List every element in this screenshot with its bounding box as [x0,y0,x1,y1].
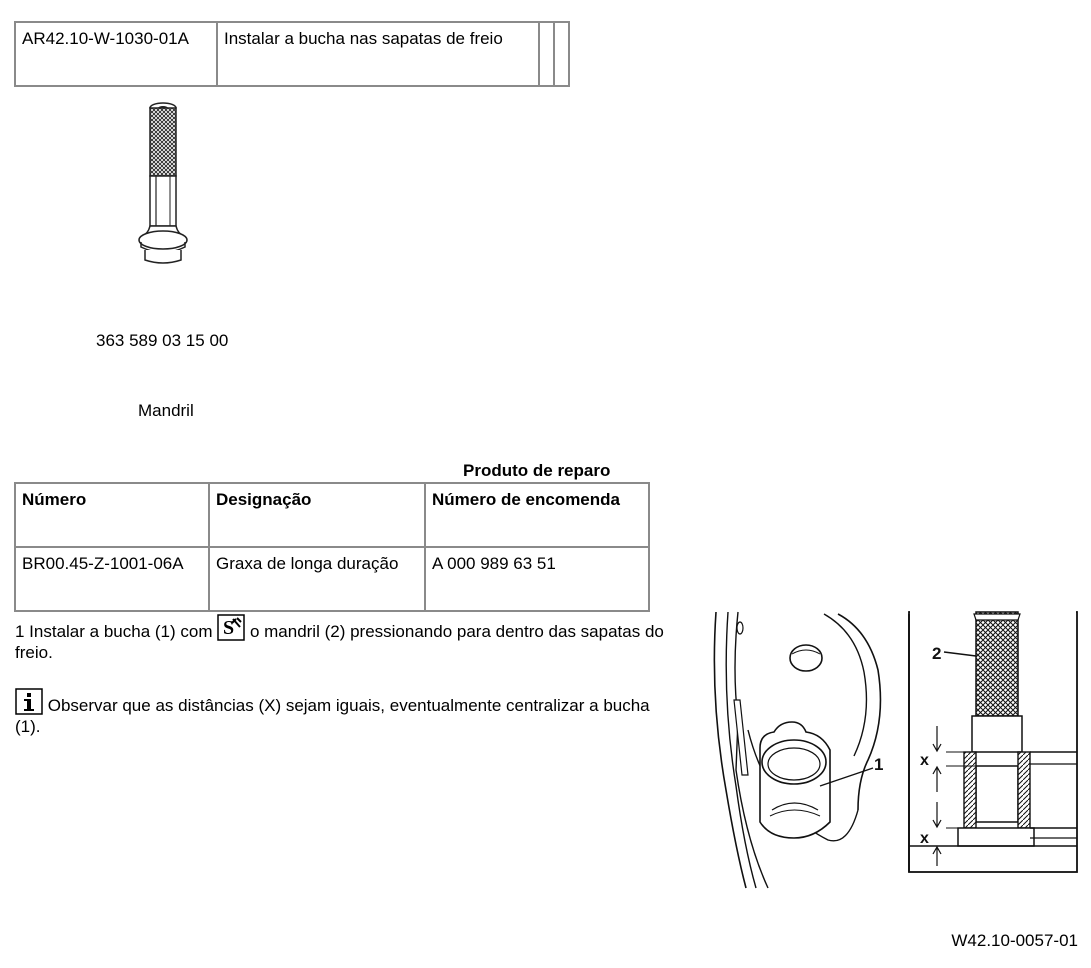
product-number: BR00.45-Z-1001-06A [15,547,209,611]
figure-code: W42.10-0057-01 [951,931,1078,950]
table-header-row [15,483,649,547]
bushing-installation-figure [708,610,1078,892]
reference-code: AR42.10-W-1030-01A [15,22,217,86]
tool-number: 363 589 03 15 00 [96,331,229,350]
step-text-start: 1 Instalar a bucha (1) com [15,622,213,641]
callout-1: 1 [874,755,884,774]
column-header: Designação [209,483,425,547]
product-order-number: A 000 989 63 51 [425,547,649,611]
note [15,688,665,737]
reference-table [14,21,570,87]
tool-name: Mandril [138,401,194,420]
repair-products-table [14,482,650,612]
mandrel-tool-drawing [132,100,198,268]
product-designation: Graxa de longa duração [209,547,425,611]
column-header: Número [15,483,209,547]
table-row [15,547,649,611]
callout-x-lower: x [920,830,929,847]
special-tool-icon [217,614,245,641]
info-icon [15,688,43,715]
step-text-end: o mandril (2) pressionando para dentro das sapatas do freio. [15,622,664,662]
step-1 [15,614,665,663]
repair-products-heading: Produto de reparo [463,461,611,480]
reference-blank-cell [554,22,569,86]
reference-description: Instalar a bucha nas sapatas de freio [217,22,539,86]
callout-x-upper: x [920,752,929,769]
note-text: Observar que as distâncias (X) sejam iguais, eventualmente centralizar a bucha (1). [15,696,650,736]
column-header: Número de encomenda [425,483,649,547]
callout-2: 2 [932,644,942,663]
reference-blank-cell [539,22,554,86]
svg-text:S: S [223,617,235,639]
